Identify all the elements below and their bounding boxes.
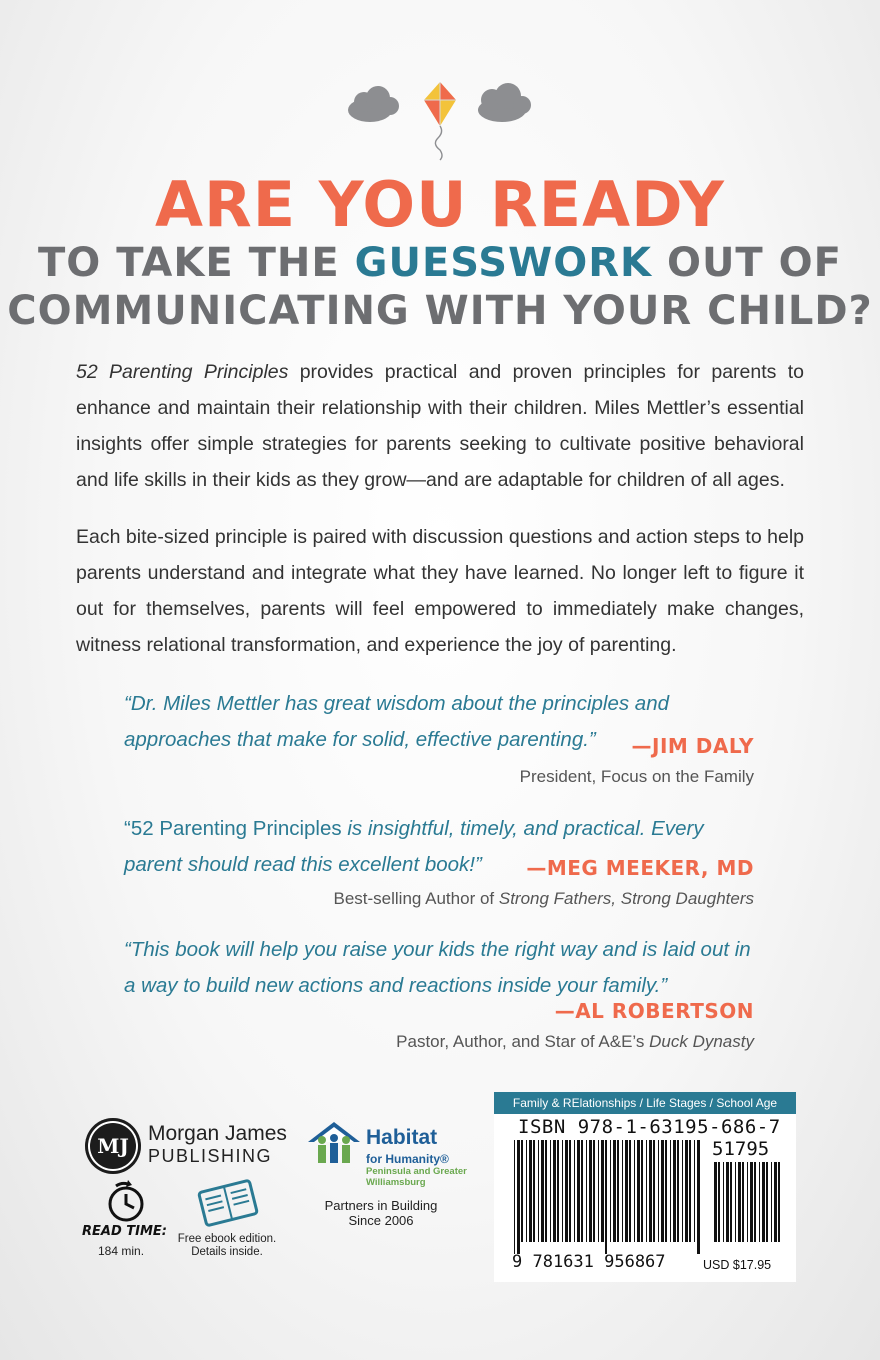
barcode-bar <box>665 1140 667 1242</box>
barcode-bar <box>565 1140 568 1242</box>
barcode-bar <box>661 1140 664 1242</box>
barcode-bar <box>634 1140 635 1242</box>
endorsement-quote-2-text: is insightful, timely, and practical. Every parent should read this excellent book!” <box>124 817 704 876</box>
habitat-house-people-icon <box>304 1120 364 1166</box>
barcode-bar <box>641 1140 643 1242</box>
partners-line-2: Since 2006 <box>348 1213 414 1228</box>
barcode-bar <box>774 1162 777 1242</box>
barcode-bar <box>533 1140 535 1242</box>
endorser-name-1: —JIM DALY <box>631 734 754 758</box>
ebook-offer-text <box>172 1233 282 1259</box>
book-title: 52 Parenting Principles <box>76 361 289 383</box>
barcode-bar <box>526 1140 527 1242</box>
description-paragraph-2: Each bite-sized principle is paired with discussion questions and action steps to help parents understand and integrate what they have learned. No longer left to figure it out for themselves, parents will feel empowered to immediately make changes, witness relational transformation, and experience the joy of parenting. <box>76 526 804 656</box>
barcode-bar <box>750 1162 753 1242</box>
addon-barcode <box>712 1162 784 1254</box>
description-paragraph-1 <box>76 354 804 498</box>
endorser-name-2: —MEG MEEKER, MD <box>526 856 754 880</box>
read-time-label: READ TIME: <box>82 1224 167 1239</box>
endorsement-quote-3: “This book will help you raise your kids the right way and is laid out in a way to build new actions and reactions inside your family.” <box>124 938 751 997</box>
endorser-title-2 <box>333 889 754 909</box>
barcode-bar <box>697 1140 700 1254</box>
barcode-bar <box>682 1140 683 1242</box>
barcode-bar <box>613 1140 616 1242</box>
barcode-bar <box>629 1140 631 1242</box>
ebook-line-2: Details inside. <box>191 1246 263 1258</box>
open-book-icon <box>196 1178 260 1228</box>
headline-line-2-prefix: TO TAKE THE <box>38 240 355 286</box>
ebook-line-1: Free ebook edition. <box>177 1233 277 1245</box>
barcode-bar <box>562 1140 563 1242</box>
clock-icon <box>104 1180 148 1224</box>
endorser-title-2-book: Strong Fathers, Strong Daughters <box>498 889 754 908</box>
headline-line-1: ARE YOU READY <box>155 168 725 241</box>
partners-line-1: Partners in Building <box>324 1198 438 1213</box>
price-label: USD $17.95 <box>703 1258 772 1272</box>
cloud-right-icon <box>478 83 531 122</box>
barcode-bar <box>569 1140 571 1242</box>
barcode-bar <box>514 1140 515 1254</box>
barcode-bar <box>759 1162 760 1242</box>
endorser-title-2-text: Best-selling Author of <box>333 889 499 908</box>
barcode-bar <box>553 1140 556 1242</box>
barcode-bar <box>742 1162 744 1242</box>
barcode-bar <box>617 1140 619 1242</box>
barcode-bar <box>778 1162 780 1242</box>
endorser-title-1: President, Focus on the Family <box>519 767 754 786</box>
barcode-bar <box>673 1140 676 1242</box>
barcode-bar <box>521 1140 523 1242</box>
barcode-bar <box>605 1140 607 1254</box>
barcode-bar <box>545 1140 547 1242</box>
barcode-bar <box>601 1140 604 1242</box>
barcode-bar <box>610 1140 611 1242</box>
morgan-james-logo-icon: MJ <box>85 1118 141 1174</box>
kite-icon <box>424 82 456 160</box>
barcode-bar <box>771 1162 772 1242</box>
barcode-bar <box>766 1162 768 1242</box>
clouds-and-kite-illustration <box>340 78 540 168</box>
barcode-bar <box>557 1140 559 1242</box>
category-strip: Family & RElationships / Life Stages / School Age <box>494 1092 796 1114</box>
endorsement-quote-2-book-title: “52 Parenting Principles <box>124 817 342 840</box>
barcode-bar <box>726 1162 729 1242</box>
barcode-bar <box>685 1140 688 1242</box>
headline-accent-word: GUESSWORK <box>354 240 653 286</box>
endorser-title-3 <box>396 1032 754 1052</box>
barcode-bar <box>762 1162 765 1242</box>
barcode-bar <box>735 1162 736 1242</box>
read-time-value: 184 min. <box>98 1244 145 1258</box>
barcode-bar <box>593 1140 595 1242</box>
headline-line-2-suffix: OUT OF <box>652 240 842 286</box>
barcode-bar <box>517 1140 520 1254</box>
barcode-bar <box>649 1140 652 1242</box>
barcode-bar <box>677 1140 679 1242</box>
publisher-subname: PUBLISHING <box>148 1146 273 1166</box>
barcode-bar <box>625 1140 628 1242</box>
habitat-subname: for Humanity® <box>366 1152 449 1166</box>
barcode-bar <box>694 1140 695 1242</box>
barcode-bar <box>598 1140 599 1242</box>
habitat-chapter: Peninsula and Greater Williamsburg <box>366 1166 467 1188</box>
barcode-bar <box>574 1140 575 1242</box>
partners-text <box>306 1198 456 1228</box>
endorsement-quote-1: “Dr. Miles Mettler has great wisdom about the principles and approaches that make for solid, effective parenting.” <box>124 692 670 751</box>
endorser-title-3-show: Duck Dynasty <box>649 1032 754 1051</box>
barcode-bar <box>550 1140 551 1242</box>
barcode-bar <box>589 1140 592 1242</box>
barcode-bar <box>577 1140 580 1242</box>
barcode-bar <box>622 1140 623 1242</box>
ean-digits: 9 781631 956867 <box>512 1252 666 1272</box>
headline-line-3: COMMUNICATING WITH YOUR CHILD? <box>7 288 873 334</box>
barcode-bar <box>670 1140 671 1242</box>
barcode-bar <box>637 1140 640 1242</box>
barcode-bar <box>718 1162 720 1242</box>
endorser-title-3-text: Pastor, Author, and Star of A&E’s <box>396 1032 650 1051</box>
barcode-bar <box>586 1140 587 1242</box>
endorser-name-3: —AL ROBERTSON <box>554 999 754 1023</box>
barcode-bar <box>730 1162 732 1242</box>
ean-barcode <box>512 1140 702 1254</box>
barcode-bar <box>529 1140 532 1242</box>
description-paragraph-1-text: provides practical and proven principles for parents to enhance and maintain their relationship with their children. Miles Mettler’s essential insights offer simple strategies for parents seeking to cultivate positive behavioral and life skills in their kids as they grow—and are adaptable for children of all ages. <box>76 361 804 491</box>
barcode-bar <box>538 1140 539 1242</box>
headline-line-2 <box>0 240 880 286</box>
barcode-bar <box>747 1162 748 1242</box>
barcode-bar <box>714 1162 717 1242</box>
cloud-left-icon <box>348 86 399 122</box>
publisher-name: Morgan James <box>148 1122 287 1145</box>
barcode-bar <box>754 1162 756 1242</box>
barcode-bar <box>541 1140 544 1242</box>
habitat-name: Habitat <box>366 1126 438 1149</box>
barcode-bar <box>653 1140 655 1242</box>
barcode-bar <box>646 1140 647 1242</box>
barcode-bar <box>689 1140 691 1242</box>
barcode-bar <box>581 1140 583 1242</box>
barcode-bar <box>723 1162 724 1242</box>
price-code: 51795 <box>712 1138 770 1160</box>
isbn-number: ISBN 978-1-63195-686-7 <box>518 1116 781 1138</box>
barcode-bar <box>658 1140 659 1242</box>
barcode-bar <box>738 1162 741 1242</box>
